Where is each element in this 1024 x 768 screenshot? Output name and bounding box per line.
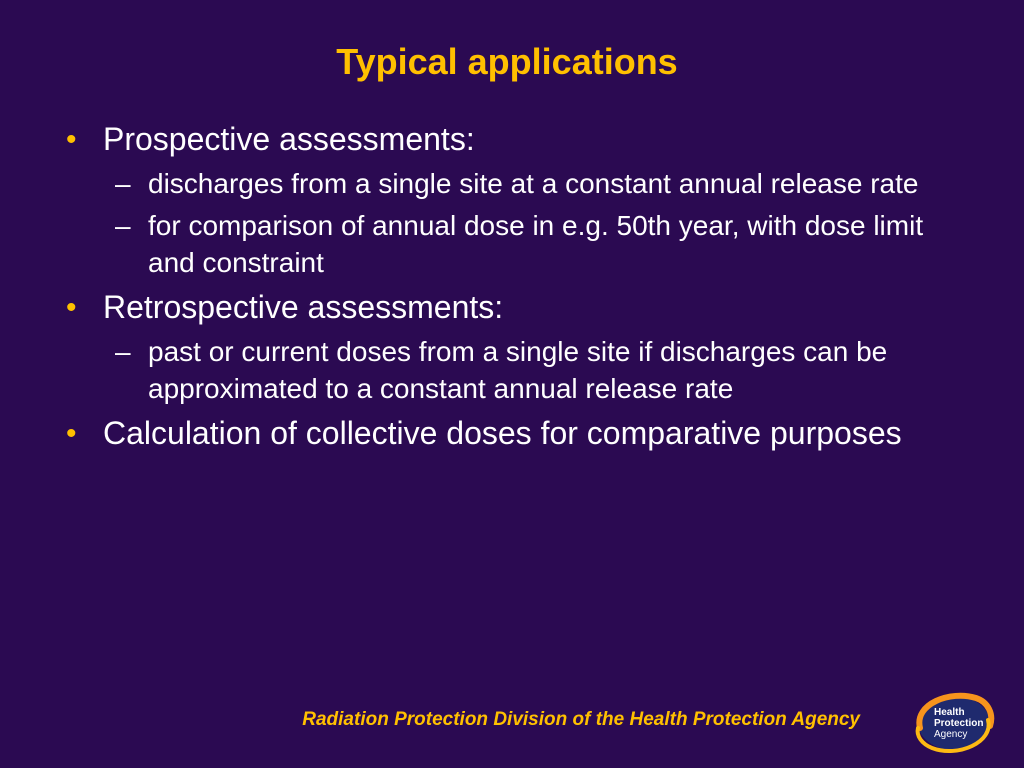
hpa-logo xyxy=(910,690,996,756)
logo-text-line2: Protection xyxy=(934,718,984,729)
logo-text-line1: Health xyxy=(934,707,965,718)
sub-bullet-item xyxy=(60,333,960,407)
bullet-item xyxy=(60,118,960,161)
bullet-text: Prospective assessments: xyxy=(103,121,475,157)
bullet-marker: • xyxy=(66,417,77,450)
bullet-text: Retrospective assessments: xyxy=(103,289,504,325)
bullet-marker: • xyxy=(66,291,77,324)
bullet-text: Calculation of collective doses for comparative purposes xyxy=(103,415,902,451)
sub-bullet-marker: – xyxy=(115,210,131,241)
sub-bullet-text: past or current doses from a single site if discharges can be approximated to a constant annual release rate xyxy=(148,336,888,404)
bullet-item xyxy=(60,286,960,329)
slide-title: Typical applications xyxy=(336,41,678,82)
sub-bullet-item xyxy=(60,207,960,281)
sub-bullet-text: discharges from a single site at a constant annual release rate xyxy=(148,168,919,199)
bullet-marker: • xyxy=(66,123,77,156)
sub-bullet-text: for comparison of annual dose in e.g. 50th year, with dose limit and constraint xyxy=(148,210,924,278)
sub-bullet-marker: – xyxy=(115,336,131,367)
footer-text: Radiation Protection Division of the Health Protection Agency xyxy=(302,709,860,730)
bullet-item xyxy=(60,412,960,455)
sub-bullet-marker: – xyxy=(115,168,131,199)
sub-bullet-item xyxy=(60,165,960,202)
slide-content xyxy=(60,118,960,455)
logo-text-line3: Agency xyxy=(934,729,968,740)
